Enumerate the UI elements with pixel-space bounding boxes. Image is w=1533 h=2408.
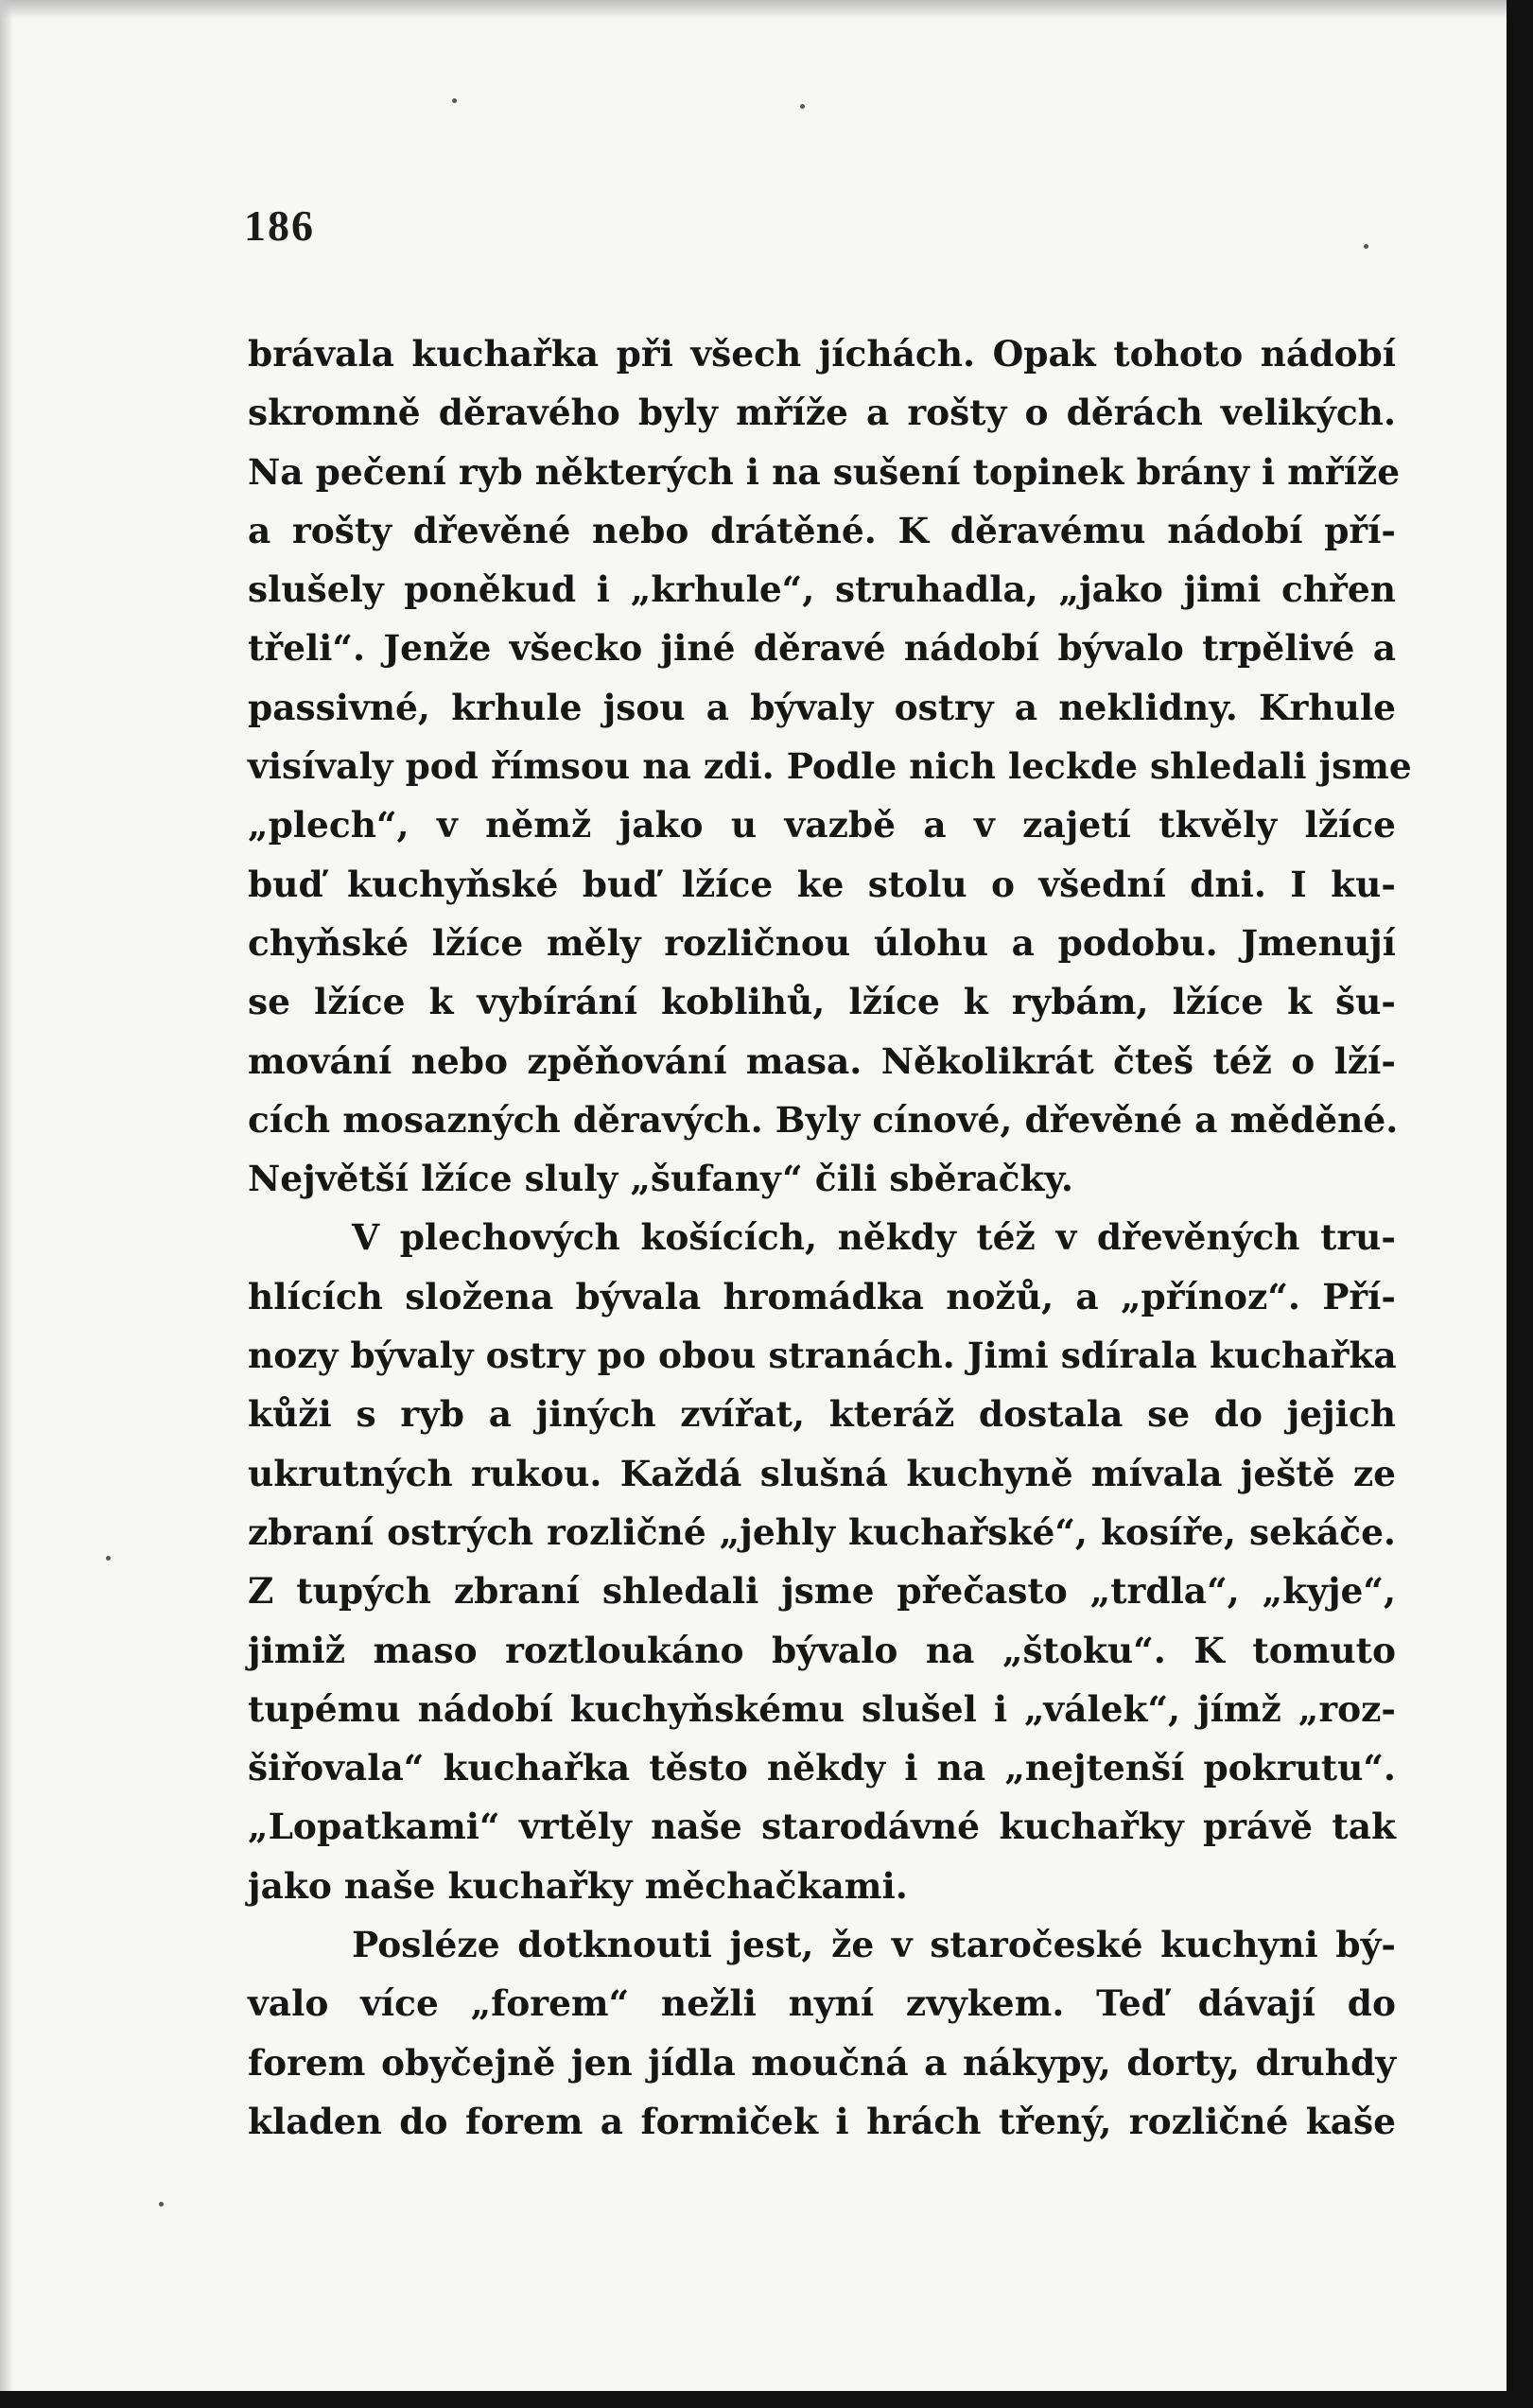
text-line: mování nebo zpěňování masa. Několikrát čteš též o lží- <box>248 1039 1396 1082</box>
scan-speck <box>106 1556 111 1561</box>
text-line: se lžíce k vybírání koblihů, lžíce k rybám, lžíce k šu- <box>248 981 1396 1023</box>
text-line: Posléze dotknouti jest, že v staročeské kuchyni bý- <box>352 1924 1396 1966</box>
text-line: kůži s ryb a jiných zvířat, kteráž dostala se do jejich <box>248 1393 1396 1436</box>
text-line: Z tupých zbraní shledali jsme přečasto „trdla“, „kyje“, <box>248 1570 1396 1613</box>
page-number: 186 <box>244 201 315 250</box>
text-line: buď kuchyňské buď lžíce ke stolu o všední dni. I ku- <box>248 863 1396 905</box>
body-text <box>248 324 1412 2151</box>
scan-speck <box>1364 244 1368 249</box>
text-line: slušely poněkud i „krhule“, struhadla, „jako jimi chřen <box>248 568 1396 611</box>
text-line: visívaly pod římsou na zdi. Podle nich leckde shledali jsme <box>248 745 1412 788</box>
text-line: cích mosazných děravých. Byly cínové, dřevěné a měděné. <box>248 1098 1399 1141</box>
text-line: jako naše kuchařky měchačkami. <box>248 1864 908 1907</box>
text-line: tupému nádobí kuchyňskému slušel i „válek“, jímž „roz- <box>248 1687 1396 1730</box>
text-line: kladen do forem a formiček i hrách třený, rozličné kaše <box>248 2100 1396 2142</box>
text-line: skromně děravého byly mříže a rošty o děrách velikých. <box>248 392 1396 434</box>
text-line: valo více „forem“ nežli nyní zvykem. Teď dávají do <box>248 1982 1396 2025</box>
text-line: ukrutných rukou. Každá slušná kuchyně mívala ještě ze <box>248 1452 1396 1494</box>
text-line: zbraní ostrých rozličné „jehly kuchařské“, kosíře, sekáče. <box>248 1510 1396 1553</box>
text-line: V plechových košících, někdy též v dřevěných tru- <box>352 1216 1396 1259</box>
scan-top-shadow <box>0 0 1507 19</box>
text-line: chyňské lžíce měly rozličnou úlohu a podobu. Jmenují <box>248 921 1396 964</box>
text-line: šiřovala“ kuchařka těsto někdy i na „nejtenší pokrutu“. <box>248 1747 1396 1789</box>
text-line: nozy bývaly ostry po obou stranách. Jimi sdírala kuchařka <box>248 1335 1397 1377</box>
scan-speck <box>800 104 805 109</box>
text-line: brávala kuchařka při všech jíchách. Opak tohoto nádobí <box>248 333 1396 375</box>
text-line: Na pečení ryb některých i na sušení topinek brány i mříže <box>248 450 1401 493</box>
text-line: „Lopatkami“ vrtěly naše starodávné kuchařky právě tak <box>248 1806 1396 1848</box>
text-line: třeli“. Jenže všecko jiné děravé nádobí bývalo trpělivé a <box>248 627 1396 670</box>
text-line: „plech“, v němž jako u vazbě a v zajetí tkvěly lžíce <box>248 804 1396 846</box>
text-line: hlících složena bývala hromádka nožů, a „přínoz“. Pří- <box>248 1275 1396 1317</box>
scan-speck <box>159 2202 164 2207</box>
scan-left-shadow <box>0 0 13 2391</box>
scan-speck <box>452 98 457 103</box>
text-line: jimiž maso roztloukáno bývalo na „štoku“. K tomuto <box>248 1629 1396 1671</box>
text-line: passivné, krhule jsou a bývaly ostry a neklidny. Krhule <box>248 686 1396 728</box>
text-line: a rošty dřevěné nebo drátěné. K děravému nádobí pří- <box>248 509 1396 551</box>
text-line: forem obyčejně jen jídla moučná a nákypy, dorty, druhdy <box>248 2041 1396 2084</box>
text-line: Největší lžíce sluly „šufany“ čili sběračky. <box>248 1158 1073 1200</box>
